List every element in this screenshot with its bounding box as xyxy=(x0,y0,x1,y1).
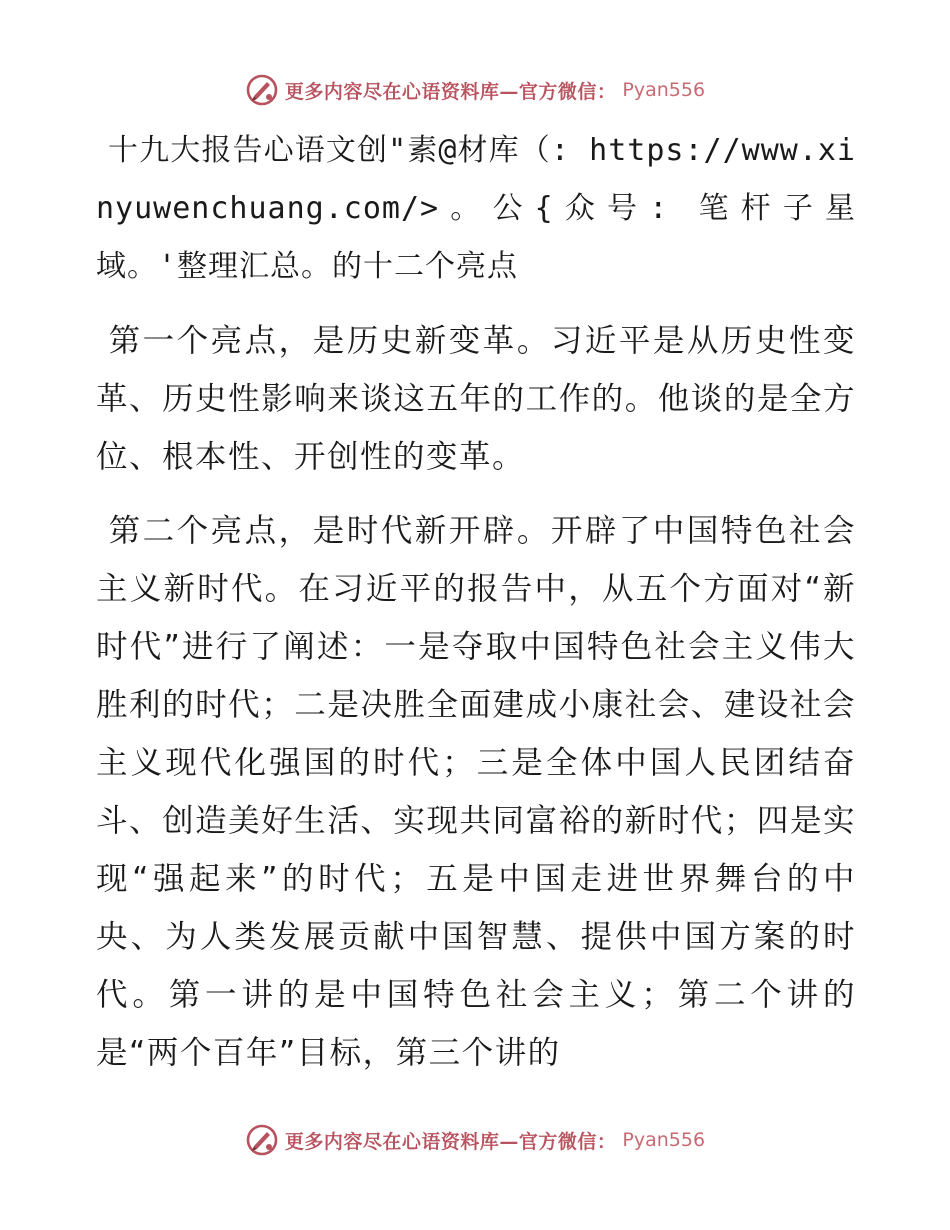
header-banner xyxy=(0,70,950,110)
footer-banner xyxy=(0,1120,950,1160)
banner-wechat-id: Pyan556 xyxy=(622,1129,706,1151)
red-pen-circle-logo-icon xyxy=(245,73,279,107)
paragraph: 第一个亮点，是历史新变革。习近平是从历史性变革、历史性影响来谈这五年的工作的。他谈的是全方位、根本性、开创性的变革。 xyxy=(96,323,856,475)
banner-text: 更多内容尽在心语资料库—官方微信： xyxy=(284,80,617,103)
red-pen-circle-logo-icon xyxy=(245,1123,279,1157)
banner-wechat-id: Pyan556 xyxy=(622,79,706,101)
document-body xyxy=(96,122,856,1098)
banner-text: 更多内容尽在心语资料库—官方微信： xyxy=(284,1130,617,1153)
paragraph-title: 十九大报告心语文创"素@材库（: https://www.xinyuwenchuang.com/>。公{众号: 笔杆子星域。'整理汇总。的十二个亮点 xyxy=(96,133,856,284)
paragraph: 第二个亮点，是时代新开辟。开辟了中国特色社会主义新时代。在习近平的报告中，从五个方面对“新时代”进行了阐述：一是夺取中国特色社会主义伟大胜利的时代；二是决胜全面建成小康社会、建设社会主义现代化强国的时代；三是全体中国人民团结奋斗、创造美好生活、实现共同富裕的新时代；四是实现“强起来”的时代；五是中国走进世界舞台的中央、为人类发展贡献中国智慧、提供中国方案的时代。第一讲的是中国特色社会主义；第二个讲的是“两个百年”目标，第三个讲的 xyxy=(96,513,856,1071)
